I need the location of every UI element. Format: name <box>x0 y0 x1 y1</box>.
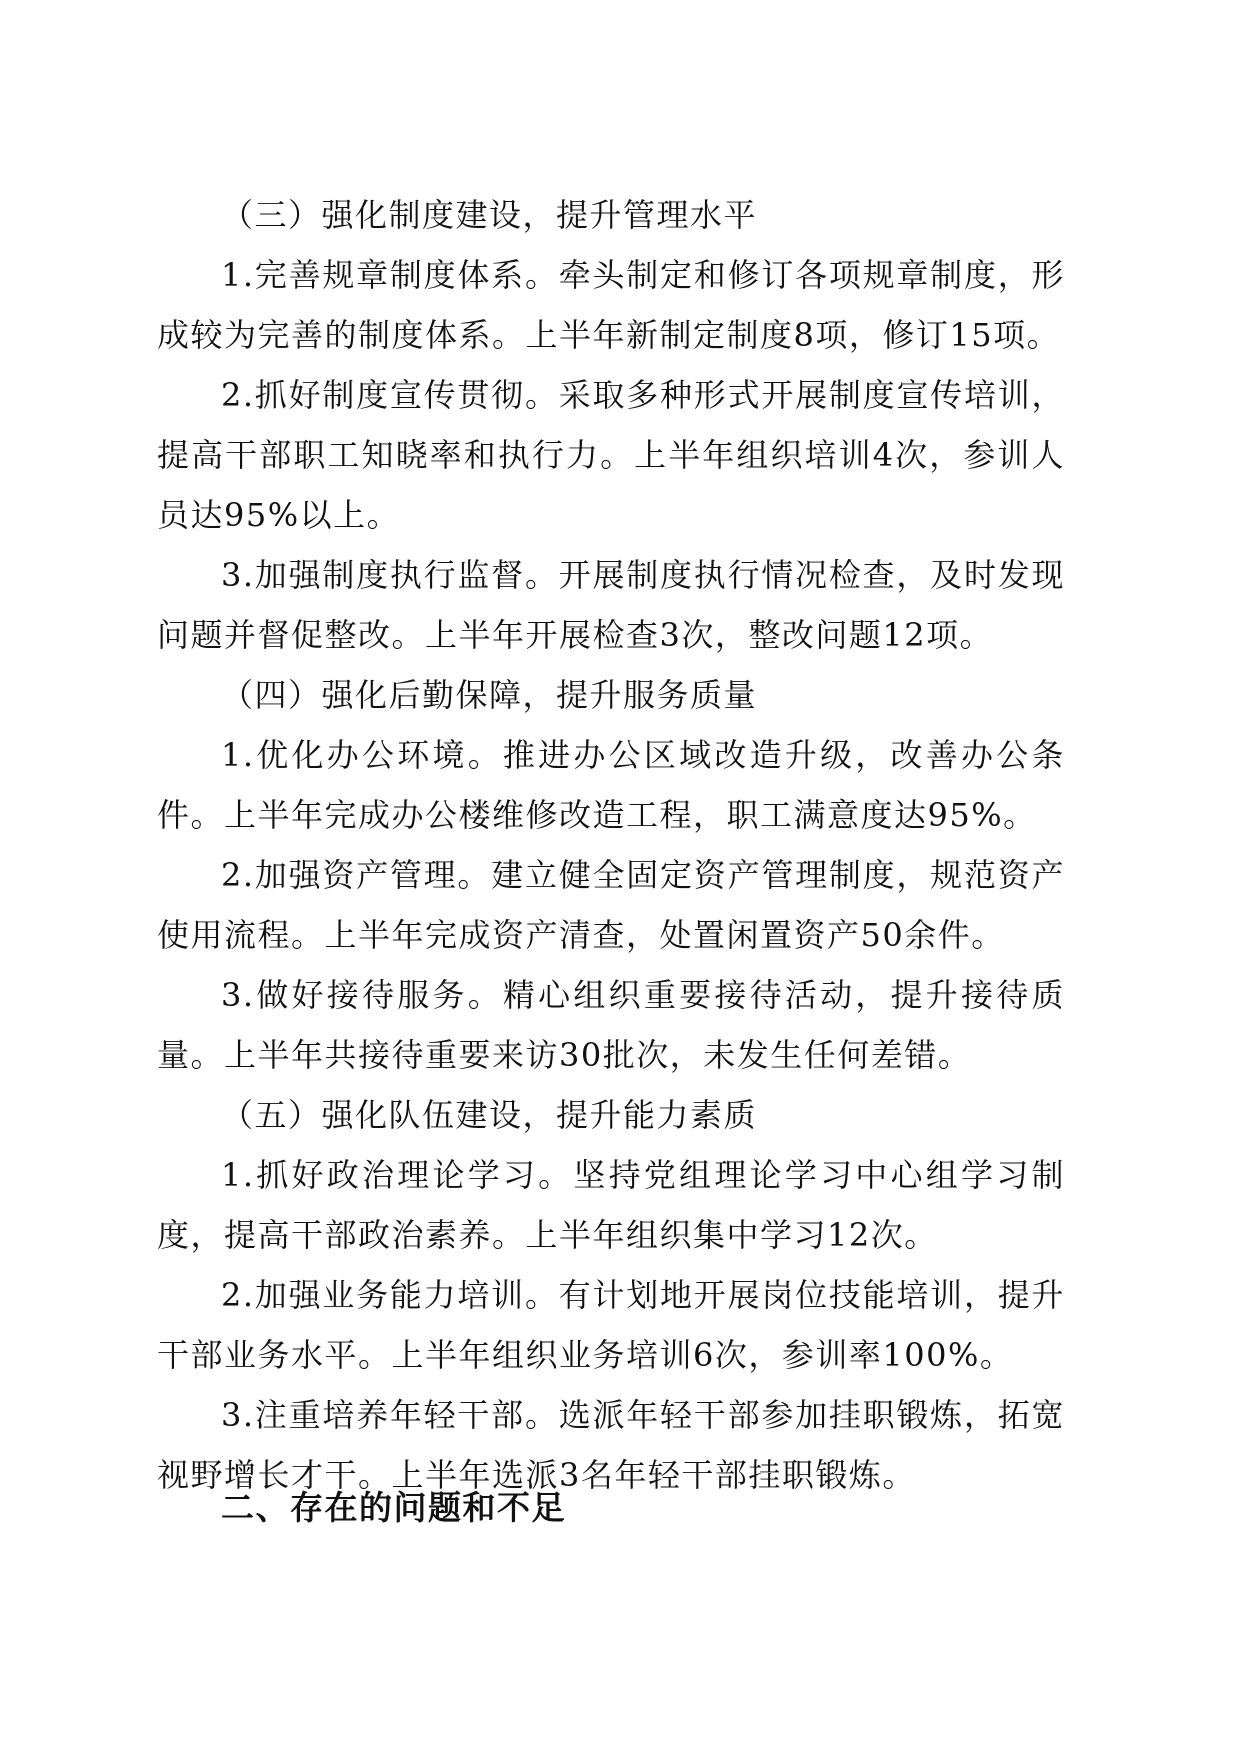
paragraph-5-2: 2.加强业务能力培训。有计划地开展岗位技能培训，提升干部业务水平。上半年组织业务培训6次，参训率100%。 <box>157 1276 1065 1374</box>
document-body <box>157 185 1065 1505</box>
paragraph-3-3: 3.加强制度执行监督。开展制度执行情况检查，及时发现问题并督促整改。上半年开展检查3次，整改问题12项。 <box>157 556 1065 654</box>
paragraph-4-2: 2.加强资产管理。建立健全固定资产管理制度，规范资产使用流程。上半年完成资产清查，处置闲置资产50余件。 <box>157 856 1065 954</box>
subsection-heading-4: （四）强化后勤保障，提升服务质量 <box>221 676 758 714</box>
paragraph-5-1: 1.抓好政治理论学习。坚持党组理论学习中心组学习制度，提高干部政治素养。上半年组织集中学习12次。 <box>157 1156 1065 1254</box>
paragraph-4-1: 1.优化办公环境。推进办公区域改造升级，改善办公条件。上半年完成办公楼维修改造工程，职工满意度达95%。 <box>157 736 1065 834</box>
paragraph-4-3: 3.做好接待服务。精心组织重要接待活动，提升接待质量。上半年共接待重要来访30批次，未发生任何差错。 <box>157 976 1065 1074</box>
section-heading-problems: 二、存在的问题和不足 <box>221 1488 566 1527</box>
paragraph-3-2: 2.抓好制度宣传贯彻。采取多种形式开展制度宣传培训，提高干部职工知晓率和执行力。上半年组织培训4次，参训人员达95%以上。 <box>157 376 1065 534</box>
paragraph-5-3: 3.注重培养年轻干部。选派年轻干部参加挂职锻炼，拓宽视野增长才干。上半年选派3名年轻干部挂职锻炼。 <box>157 1396 1065 1494</box>
subsection-heading-3: （三）强化制度建设，提升管理水平 <box>221 196 758 234</box>
subsection-heading-5: （五）强化队伍建设，提升能力素质 <box>221 1096 758 1134</box>
paragraph-3-1: 1.完善规章制度体系。牵头制定和修订各项规章制度，形成较为完善的制度体系。上半年新制定制度8项，修订15项。 <box>157 256 1065 354</box>
